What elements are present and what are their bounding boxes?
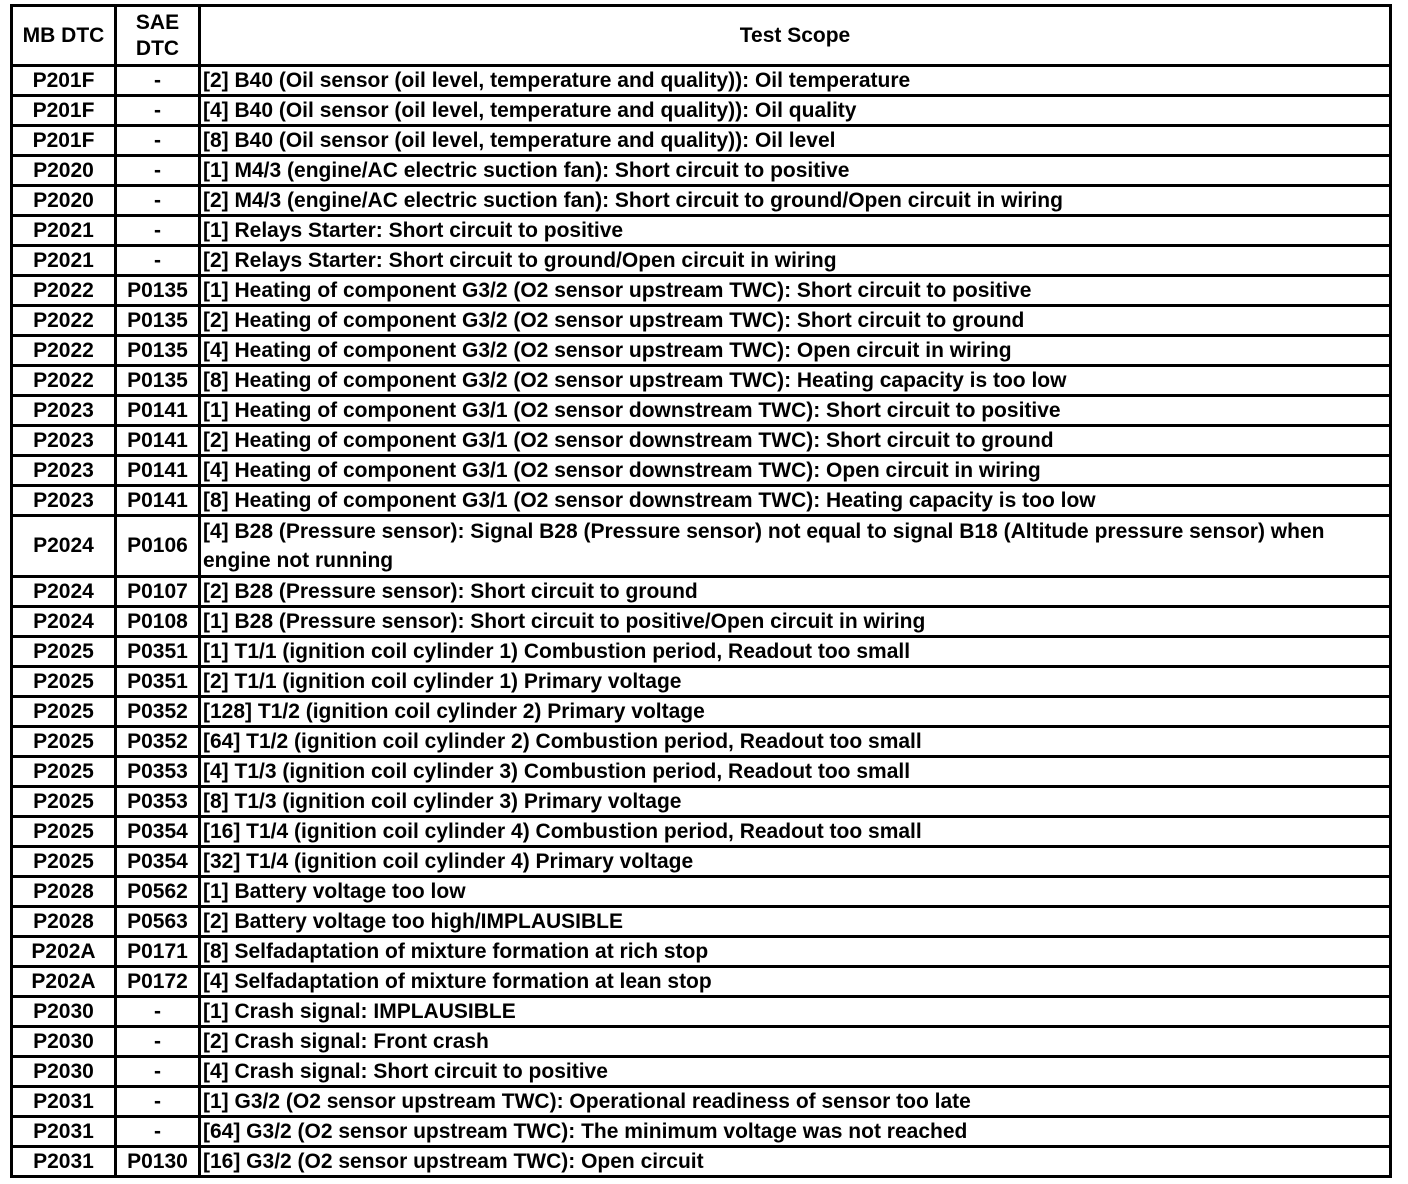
table-row [12,1057,1391,1087]
cell-test-scope: [32] T1/4 (ignition coil cylinder 4) Primary voltage [200,847,1391,877]
cell-mb-dtc: P2021 [12,246,116,276]
cell-sae-dtc: P0135 [116,366,200,396]
cell-sae-dtc: - [116,1057,200,1087]
cell-test-scope: [2] Heating of component G3/2 (O2 sensor upstream TWC): Short circuit to ground [200,306,1391,336]
table-row [12,276,1391,306]
cell-test-scope: [1] G3/2 (O2 sensor upstream TWC): Operational readiness of sensor too late [200,1087,1391,1117]
table-row [12,456,1391,486]
cell-sae-dtc: - [116,1027,200,1057]
table-row [12,186,1391,216]
cell-test-scope: [64] G3/2 (O2 sensor upstream TWC): The minimum voltage was not reached [200,1117,1391,1147]
cell-mb-dtc: P2025 [12,667,116,697]
cell-sae-dtc: P0107 [116,577,200,607]
cell-test-scope: [4] B28 (Pressure sensor): Signal B28 (Pressure sensor) not equal to signal B18 (Altitude pressure sensor) when engine not running [200,516,1391,577]
cell-mb-dtc: P2028 [12,877,116,907]
table-row [12,697,1391,727]
table-row [12,667,1391,697]
table-row [12,907,1391,937]
cell-test-scope: [1] Heating of component G3/1 (O2 sensor downstream TWC): Short circuit to positive [200,396,1391,426]
cell-mb-dtc: P2030 [12,997,116,1027]
table-row [12,727,1391,757]
cell-sae-dtc: P0141 [116,426,200,456]
table-row [12,96,1391,126]
table-row [12,246,1391,276]
cell-test-scope: [16] T1/4 (ignition coil cylinder 4) Combustion period, Readout too small [200,817,1391,847]
table-row [12,877,1391,907]
cell-test-scope: [1] Battery voltage too low [200,877,1391,907]
cell-mb-dtc: P2023 [12,486,116,516]
cell-sae-dtc: - [116,216,200,246]
cell-test-scope: [1] M4/3 (engine/AC electric suction fan): Short circuit to positive [200,156,1391,186]
cell-sae-dtc: P0130 [116,1147,200,1177]
cell-test-scope: [8] Heating of component G3/1 (O2 sensor downstream TWC): Heating capacity is too low [200,486,1391,516]
cell-mb-dtc: P2025 [12,727,116,757]
cell-mb-dtc: P2028 [12,907,116,937]
cell-mb-dtc: P2024 [12,607,116,637]
header-sae-dtc [116,6,200,66]
cell-sae-dtc: - [116,96,200,126]
cell-test-scope: [64] T1/2 (ignition coil cylinder 2) Combustion period, Readout too small [200,727,1391,757]
cell-mb-dtc: P2025 [12,697,116,727]
cell-mb-dtc: P2022 [12,366,116,396]
table-row [12,516,1391,577]
cell-sae-dtc: P0351 [116,637,200,667]
cell-mb-dtc: P2021 [12,216,116,246]
cell-test-scope: [4] Heating of component G3/2 (O2 sensor upstream TWC): Open circuit in wiring [200,336,1391,366]
cell-mb-dtc: P201F [12,96,116,126]
table-row [12,126,1391,156]
table-row [12,486,1391,516]
cell-sae-dtc: - [116,156,200,186]
cell-mb-dtc: P2031 [12,1117,116,1147]
cell-test-scope: [2] B40 (Oil sensor (oil level, temperature and quality)): Oil temperature [200,66,1391,96]
cell-sae-dtc: P0141 [116,486,200,516]
cell-sae-dtc: P0141 [116,396,200,426]
cell-test-scope: [1] Relays Starter: Short circuit to positive [200,216,1391,246]
cell-sae-dtc: P0354 [116,817,200,847]
cell-sae-dtc: - [116,126,200,156]
cell-test-scope: [4] B40 (Oil sensor (oil level, temperature and quality)): Oil quality [200,96,1391,126]
cell-sae-dtc: P0106 [116,516,200,577]
cell-sae-dtc: P0354 [116,847,200,877]
cell-mb-dtc: P2024 [12,577,116,607]
cell-sae-dtc: - [116,186,200,216]
table-row [12,937,1391,967]
cell-mb-dtc: P2023 [12,456,116,486]
cell-test-scope: [2] Relays Starter: Short circuit to ground/Open circuit in wiring [200,246,1391,276]
cell-sae-dtc: - [116,246,200,276]
cell-mb-dtc: P2023 [12,426,116,456]
table-row [12,967,1391,997]
cell-sae-dtc: P0351 [116,667,200,697]
table-row [12,66,1391,96]
cell-sae-dtc: P0562 [116,877,200,907]
cell-sae-dtc: - [116,997,200,1027]
table-row [12,787,1391,817]
table-row [12,607,1391,637]
table-row [12,577,1391,607]
table-row [12,757,1391,787]
cell-test-scope: [2] B28 (Pressure sensor): Short circuit to ground [200,577,1391,607]
cell-test-scope: [8] T1/3 (ignition coil cylinder 3) Primary voltage [200,787,1391,817]
cell-mb-dtc: P2031 [12,1087,116,1117]
cell-sae-dtc: P0141 [116,456,200,486]
cell-mb-dtc: P2025 [12,817,116,847]
cell-sae-dtc: P0135 [116,336,200,366]
cell-mb-dtc: P2025 [12,757,116,787]
cell-test-scope: [16] G3/2 (O2 sensor upstream TWC): Open circuit [200,1147,1391,1177]
cell-mb-dtc: P2022 [12,306,116,336]
cell-mb-dtc: P2030 [12,1057,116,1087]
table-row [12,997,1391,1027]
header-sae-dtc-line2: DTC [135,36,180,60]
cell-mb-dtc: P2022 [12,276,116,306]
header-sae-dtc-line1: SAE [135,10,180,34]
cell-test-scope: [8] B40 (Oil sensor (oil level, temperature and quality)): Oil level [200,126,1391,156]
cell-test-scope: [2] Crash signal: Front crash [200,1027,1391,1057]
table-row [12,336,1391,366]
cell-mb-dtc: P2031 [12,1147,116,1177]
cell-mb-dtc: P2024 [12,516,116,577]
table-row [12,216,1391,246]
cell-sae-dtc: - [116,1117,200,1147]
cell-mb-dtc: P2020 [12,186,116,216]
cell-sae-dtc: P0352 [116,697,200,727]
table-row [12,637,1391,667]
table-header-row [12,6,1391,66]
cell-mb-dtc: P2020 [12,156,116,186]
cell-sae-dtc: - [116,1087,200,1117]
cell-test-scope: [4] Heating of component G3/1 (O2 sensor downstream TWC): Open circuit in wiring [200,456,1391,486]
cell-test-scope: [1] Crash signal: IMPLAUSIBLE [200,997,1391,1027]
cell-test-scope: [4] Crash signal: Short circuit to positive [200,1057,1391,1087]
cell-test-scope: [1] Heating of component G3/2 (O2 sensor upstream TWC): Short circuit to positive [200,276,1391,306]
table-body [12,66,1391,1177]
cell-test-scope: [4] Selfadaptation of mixture formation at lean stop [200,967,1391,997]
cell-mb-dtc: P2023 [12,396,116,426]
cell-mb-dtc: P202A [12,967,116,997]
cell-mb-dtc: P2022 [12,336,116,366]
cell-test-scope: [8] Selfadaptation of mixture formation at rich stop [200,937,1391,967]
table-row [12,1117,1391,1147]
table-row [12,396,1391,426]
cell-mb-dtc: P202A [12,937,116,967]
cell-mb-dtc: P201F [12,66,116,96]
header-test-scope: Test Scope [200,6,1391,66]
cell-test-scope: [128] T1/2 (ignition coil cylinder 2) Primary voltage [200,697,1391,727]
cell-test-scope: [2] M4/3 (engine/AC electric suction fan): Short circuit to ground/Open circuit in wiring [200,186,1391,216]
cell-test-scope: [2] Heating of component G3/1 (O2 sensor downstream TWC): Short circuit to ground [200,426,1391,456]
cell-sae-dtc: P0172 [116,967,200,997]
cell-sae-dtc: P0352 [116,727,200,757]
table-row [12,156,1391,186]
cell-mb-dtc: P2025 [12,787,116,817]
table-row [12,847,1391,877]
cell-sae-dtc: P0563 [116,907,200,937]
table-row [12,426,1391,456]
table-row [12,1027,1391,1057]
cell-sae-dtc: P0353 [116,787,200,817]
table-row [12,366,1391,396]
cell-test-scope: [1] B28 (Pressure sensor): Short circuit to positive/Open circuit in wiring [200,607,1391,637]
cell-mb-dtc: P2025 [12,637,116,667]
table-row [12,817,1391,847]
table-row [12,1147,1391,1177]
header-mb-dtc: MB DTC [12,6,116,66]
cell-sae-dtc: P0353 [116,757,200,787]
cell-sae-dtc: P0135 [116,306,200,336]
cell-test-scope: [1] T1/1 (ignition coil cylinder 1) Combustion period, Readout too small [200,637,1391,667]
cell-mb-dtc: P2025 [12,847,116,877]
cell-test-scope: [2] T1/1 (ignition coil cylinder 1) Primary voltage [200,667,1391,697]
cell-test-scope: [8] Heating of component G3/2 (O2 sensor upstream TWC): Heating capacity is too low [200,366,1391,396]
cell-mb-dtc: P201F [12,126,116,156]
cell-mb-dtc: P2030 [12,1027,116,1057]
cell-sae-dtc: - [116,66,200,96]
table-row [12,306,1391,336]
cell-test-scope: [2] Battery voltage too high/IMPLAUSIBLE [200,907,1391,937]
cell-sae-dtc: P0135 [116,276,200,306]
table-row [12,1087,1391,1117]
dtc-table [10,4,1392,1178]
cell-test-scope: [4] T1/3 (ignition coil cylinder 3) Combustion period, Readout too small [200,757,1391,787]
cell-sae-dtc: P0108 [116,607,200,637]
cell-sae-dtc: P0171 [116,937,200,967]
